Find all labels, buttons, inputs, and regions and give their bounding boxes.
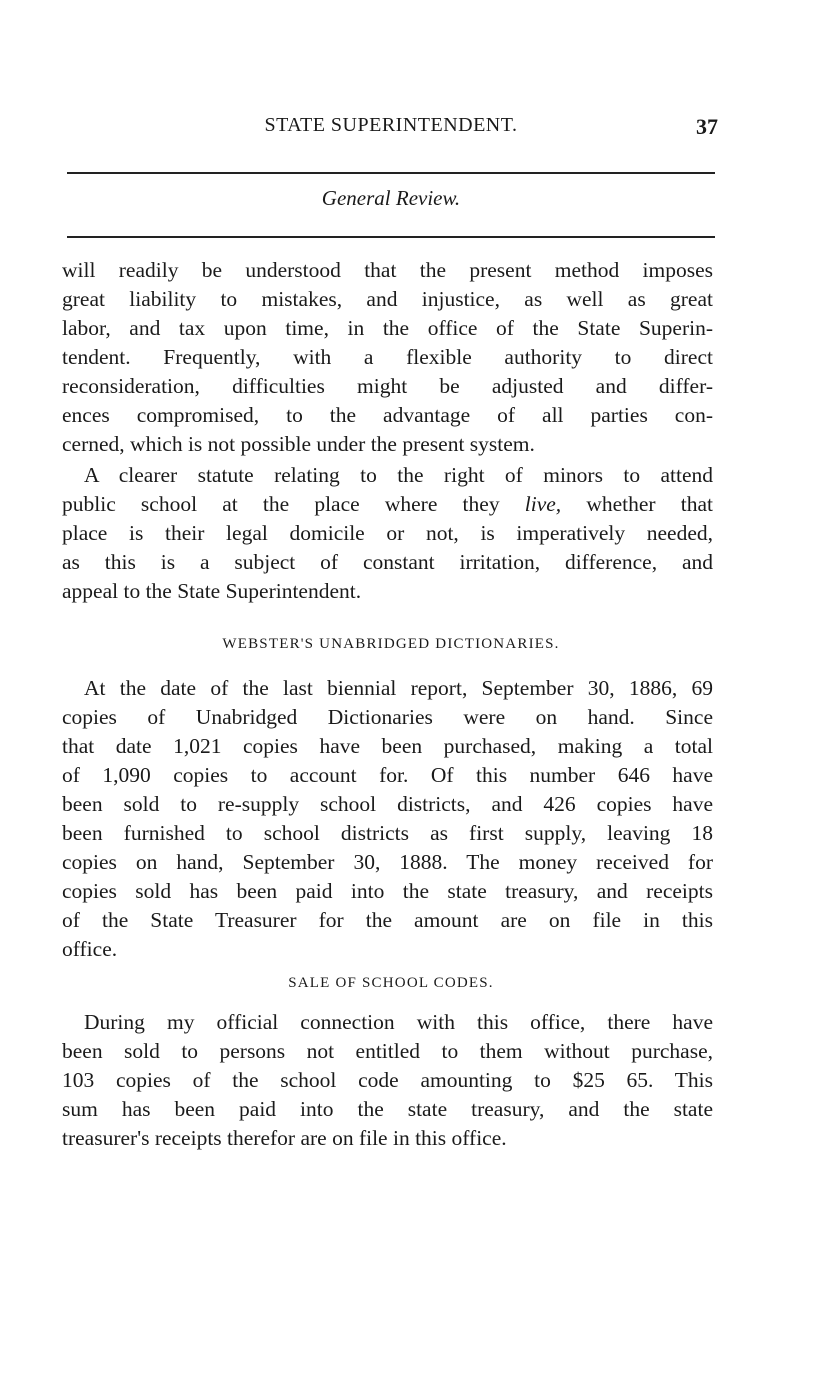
para3-line: copies sold has been paid into the state treasury, and receipts (62, 879, 713, 903)
para3-line: At the date of the last biennial report, September 30, 1886, 69 (84, 676, 713, 700)
section-heading-websters: WEBSTER'S UNABRIDGED DICTIONARIES. (222, 636, 560, 652)
para1-line: reconsideration, difficulties might be adjusted and differ- (62, 374, 713, 398)
top-rule (67, 172, 715, 174)
para3-line: copies of Unabridged Dictionaries were on hand. Since (62, 705, 713, 729)
para4-line: sum has been paid into the state treasury, and the state (62, 1097, 713, 1121)
section-caption: General Review. (321, 186, 461, 210)
para3-line: of the State Treasurer for the amount are on file in this (62, 908, 713, 932)
running-head (64, 114, 718, 144)
para1-line: will readily be understood that the present method imposes (62, 258, 713, 282)
para2-emphasis: live, (524, 492, 562, 516)
page-number: 37 (696, 114, 718, 139)
para2-line: appeal to the State Superintendent. (62, 579, 362, 603)
para3-line: office. (62, 937, 118, 961)
para2-line: A clearer statute relating to the right of minors to attend (84, 463, 713, 487)
para1-line: labor, and tax upon time, in the office of the State Superin- (62, 316, 713, 340)
section-heading-codes: SALE OF SCHOOL CODES. (288, 975, 494, 991)
para3-line: been furnished to school districts as first supply, leaving 18 (62, 821, 713, 845)
para3-line: that date 1,021 copies have been purchased, making a total (62, 734, 713, 758)
para2-line (62, 490, 713, 518)
para2-text: public school at the place where they (62, 492, 525, 516)
para4-line: During my official connection with this office, there have (84, 1010, 713, 1034)
para1-line: cerned, which is not possible under the present system. (62, 432, 535, 456)
para4-line: been sold to persons not entitled to them without purchase, (62, 1039, 713, 1063)
para2-line: place is their legal domicile or not, is imperatively needed, (62, 521, 713, 545)
para3-line: been sold to re-supply school districts, and 426 copies have (62, 792, 713, 816)
para4-line: 103 copies of the school code amounting to $25 65. This (62, 1068, 713, 1092)
para3-line: of 1,090 copies to account for. Of this number 646 have (62, 763, 713, 787)
para3-line: copies on hand, September 30, 1888. The money received for (62, 850, 713, 874)
para1-line: ences compromised, to the advantage of all parties con- (62, 403, 713, 427)
para1-line: great liability to mistakes, and injustice, as well as great (62, 287, 713, 311)
para4-line: treasurer's receipts therefor are on file in this office. (62, 1126, 507, 1150)
running-title: STATE SUPERINTENDENT. (264, 114, 518, 136)
bottom-rule (67, 236, 715, 238)
para1-line: tendent. Frequently, with a flexible authority to direct (62, 345, 713, 369)
para2-text: whether that (561, 492, 713, 516)
para2-line: as this is a subject of constant irritation, difference, and (62, 550, 713, 574)
